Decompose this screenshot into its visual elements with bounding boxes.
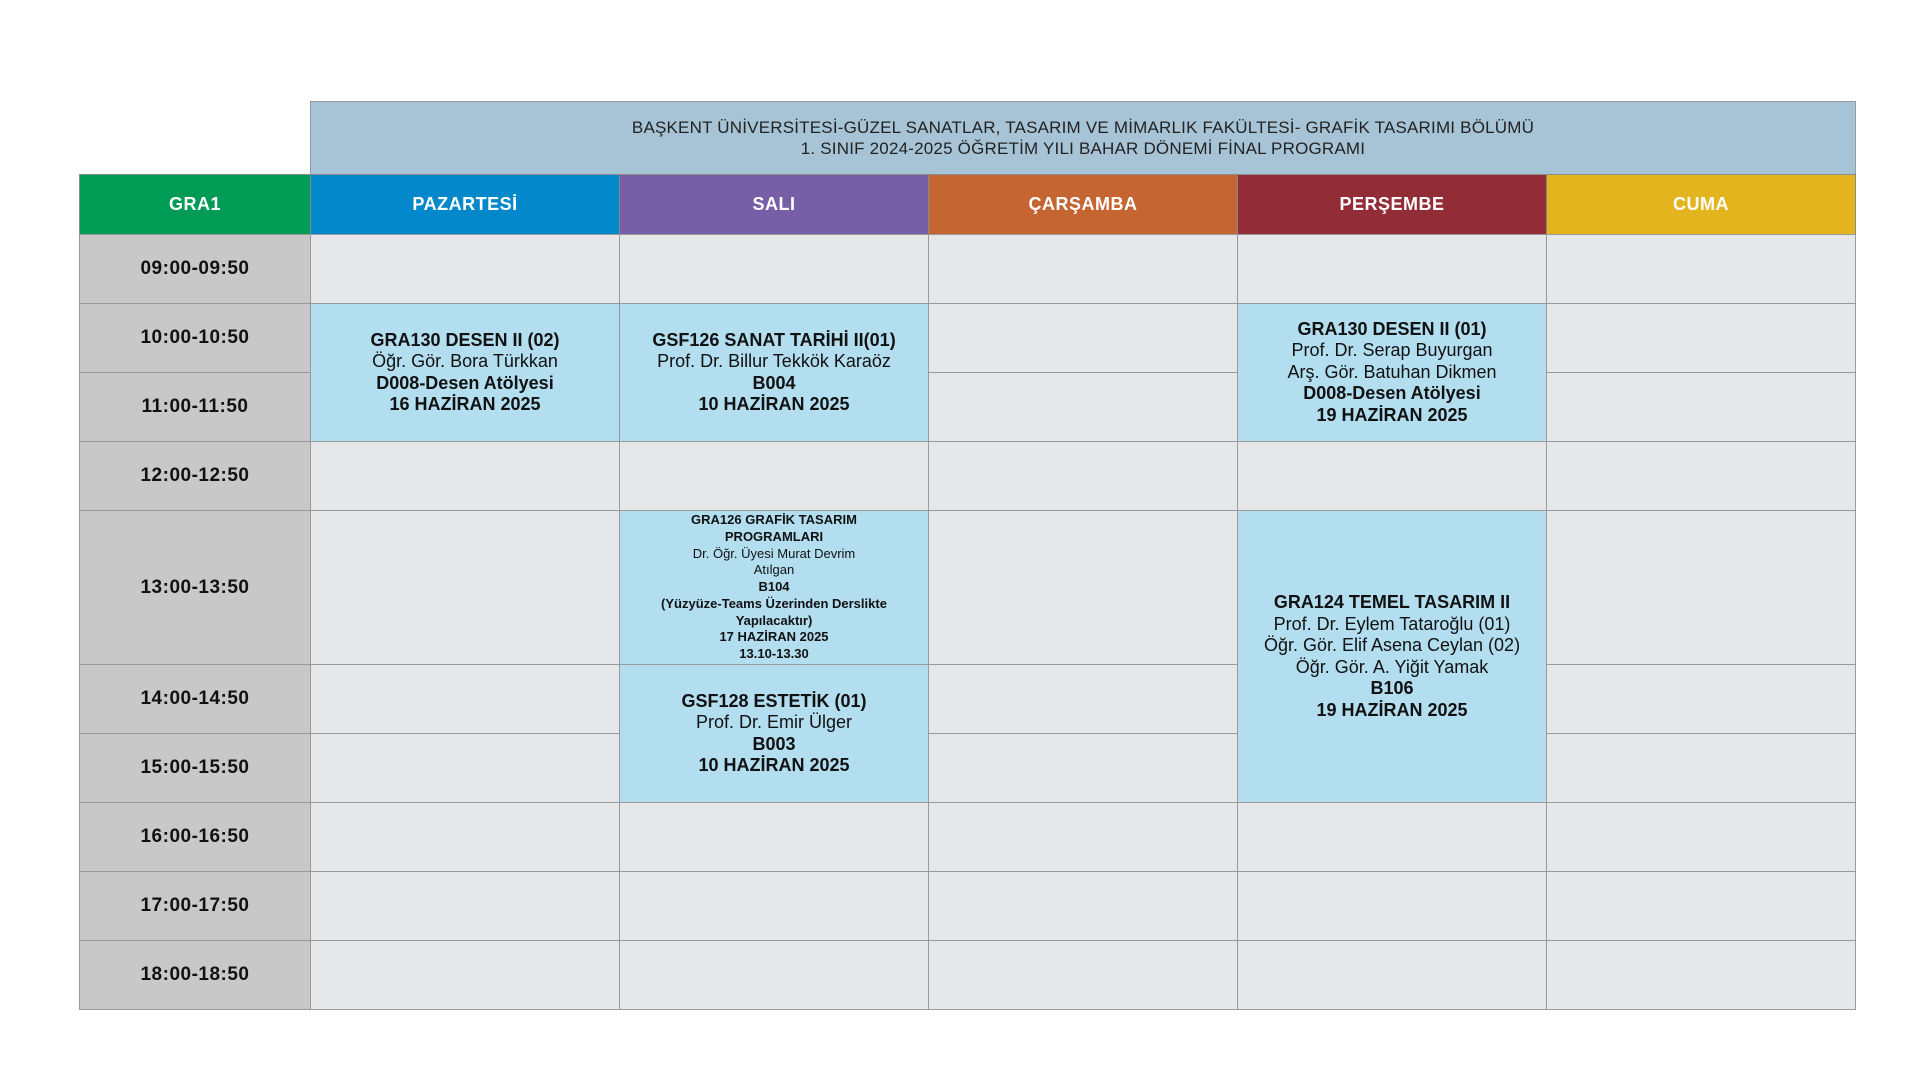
day-header-pazartesi: PAZARTESİ bbox=[310, 174, 620, 235]
day-header-sali: SALI bbox=[619, 174, 929, 235]
empty-cell bbox=[1546, 802, 1856, 872]
schedule-title bbox=[310, 101, 1856, 175]
exam-block bbox=[1237, 510, 1547, 803]
exam-line: PROGRAMLARI bbox=[724, 528, 824, 544]
empty-cell bbox=[619, 441, 929, 511]
empty-cell bbox=[310, 802, 620, 872]
empty-cell bbox=[1546, 664, 1856, 734]
empty-cell bbox=[928, 234, 1238, 304]
exam-line: B003 bbox=[752, 733, 796, 754]
time-slot: 16:00-16:50 bbox=[79, 802, 311, 872]
empty-cell bbox=[928, 871, 1238, 941]
exam-line: B004 bbox=[752, 372, 796, 393]
empty-cell bbox=[310, 510, 620, 665]
empty-cell bbox=[619, 940, 929, 1010]
time-slot: 11:00-11:50 bbox=[79, 372, 311, 442]
exam-line: Prof. Dr. Serap Buyurgan bbox=[1291, 340, 1493, 361]
exam-line: (Yüzyüze-Teams Üzerinden Derslikte bbox=[661, 595, 887, 611]
class-label: GRA1 bbox=[79, 174, 311, 235]
empty-cell bbox=[928, 664, 1238, 734]
exam-line: 10 HAZİRAN 2025 bbox=[698, 394, 850, 414]
time-slot: 17:00-17:50 bbox=[79, 871, 311, 941]
exam-line: 10 HAZİRAN 2025 bbox=[698, 755, 850, 775]
empty-cell bbox=[310, 664, 620, 734]
exam-line: GRA130 DESEN II (02) bbox=[370, 329, 560, 350]
empty-cell bbox=[310, 733, 620, 803]
exam-line: GRA124 TEMEL TASARIM II bbox=[1273, 592, 1511, 612]
empty-cell bbox=[310, 234, 620, 304]
exam-line: Öğr. Gör. A. Yiğit Yamak bbox=[1295, 656, 1489, 677]
exam-line: GRA126 GRAFİK TASARIM bbox=[691, 511, 857, 527]
empty-cell bbox=[1546, 871, 1856, 941]
exam-line: Öğr. Gör. Bora Türkkan bbox=[372, 351, 558, 371]
exam-line: Öğr. Gör. Elif Asena Ceylan (02) bbox=[1263, 635, 1521, 655]
day-header-carsamba: ÇARŞAMBA bbox=[928, 174, 1238, 235]
empty-cell bbox=[1546, 940, 1856, 1010]
exam-line: D008-Desen Atölyesi bbox=[1303, 383, 1481, 404]
exam-line: 17 HAZİRAN 2025 bbox=[719, 629, 829, 645]
exam-line: GSF126 SANAT TARİHİ II(01) bbox=[652, 329, 896, 350]
exam-block bbox=[619, 510, 929, 665]
title-line-1: BAŞKENT ÜNİVERSİTESİ-GÜZEL SANATLAR, TASARIM VE MİMARLIK FAKÜLTESİ- GRAFİK TASARIMI BÖLÜMÜ bbox=[631, 118, 1535, 137]
time-slot: 18:00-18:50 bbox=[79, 940, 311, 1010]
empty-cell bbox=[1237, 234, 1547, 304]
exam-line: GSF128 ESTETİK (01) bbox=[681, 690, 867, 711]
day-header-persembe: PERŞEMBE bbox=[1237, 174, 1547, 235]
exam-block bbox=[619, 303, 929, 442]
exam-line: Prof. Dr. Eylem Tataroğlu (01) bbox=[1273, 613, 1511, 634]
empty-cell bbox=[928, 940, 1238, 1010]
empty-cell bbox=[1546, 441, 1856, 511]
empty-cell bbox=[310, 871, 620, 941]
title-line-2: 1. SINIF 2024-2025 ÖĞRETİM YILI BAHAR DÖNEMİ FİNAL PROGRAMI bbox=[800, 139, 1366, 158]
empty-cell bbox=[1237, 802, 1547, 872]
empty-cell bbox=[1237, 441, 1547, 511]
empty-cell bbox=[1546, 510, 1856, 665]
exam-line: Atılgan bbox=[753, 562, 795, 578]
exam-line: 19 HAZİRAN 2025 bbox=[1316, 699, 1468, 720]
day-header-cuma: CUMA bbox=[1546, 174, 1856, 235]
time-slot: 15:00-15:50 bbox=[79, 733, 311, 803]
exam-line: 16 HAZİRAN 2025 bbox=[389, 394, 541, 414]
empty-cell bbox=[1546, 234, 1856, 304]
empty-cell bbox=[1546, 733, 1856, 803]
empty-cell bbox=[928, 802, 1238, 872]
exam-line: Prof. Dr. Billur Tekkök Karaöz bbox=[657, 351, 891, 371]
exam-line: B106 bbox=[1370, 678, 1414, 698]
time-slot: 14:00-14:50 bbox=[79, 664, 311, 734]
exam-line: 13.10-13.30 bbox=[739, 646, 809, 662]
exam-line: D008-Desen Atölyesi bbox=[376, 372, 554, 393]
empty-cell bbox=[928, 441, 1238, 511]
empty-cell bbox=[928, 510, 1238, 665]
empty-cell bbox=[928, 733, 1238, 803]
time-slot: 12:00-12:50 bbox=[79, 441, 311, 511]
exam-block bbox=[310, 303, 620, 442]
empty-cell bbox=[1237, 940, 1547, 1010]
exam-line: 19 HAZİRAN 2025 bbox=[1316, 404, 1468, 425]
exam-line: Prof. Dr. Emir Ülger bbox=[695, 712, 853, 732]
empty-cell bbox=[1237, 871, 1547, 941]
empty-cell bbox=[928, 372, 1238, 442]
empty-cell bbox=[310, 441, 620, 511]
empty-cell bbox=[1546, 372, 1856, 442]
exam-line: Dr. Öğr. Üyesi Murat Devrim bbox=[692, 545, 856, 561]
empty-cell bbox=[310, 940, 620, 1010]
exam-line: GRA130 DESEN II (01) bbox=[1297, 318, 1487, 339]
empty-cell bbox=[1546, 303, 1856, 373]
time-slot: 13:00-13:50 bbox=[79, 510, 311, 665]
time-slot: 10:00-10:50 bbox=[79, 303, 311, 373]
exam-block bbox=[1237, 303, 1547, 442]
time-slot: 09:00-09:50 bbox=[79, 234, 311, 304]
exam-line: Yapılacaktır) bbox=[735, 612, 813, 628]
empty-cell bbox=[619, 234, 929, 304]
exam-line: Arş. Gör. Batuhan Dikmen bbox=[1287, 361, 1497, 382]
empty-cell bbox=[619, 802, 929, 872]
empty-cell bbox=[928, 303, 1238, 373]
empty-cell bbox=[619, 871, 929, 941]
exam-line: B104 bbox=[758, 579, 790, 595]
exam-block bbox=[619, 664, 929, 803]
